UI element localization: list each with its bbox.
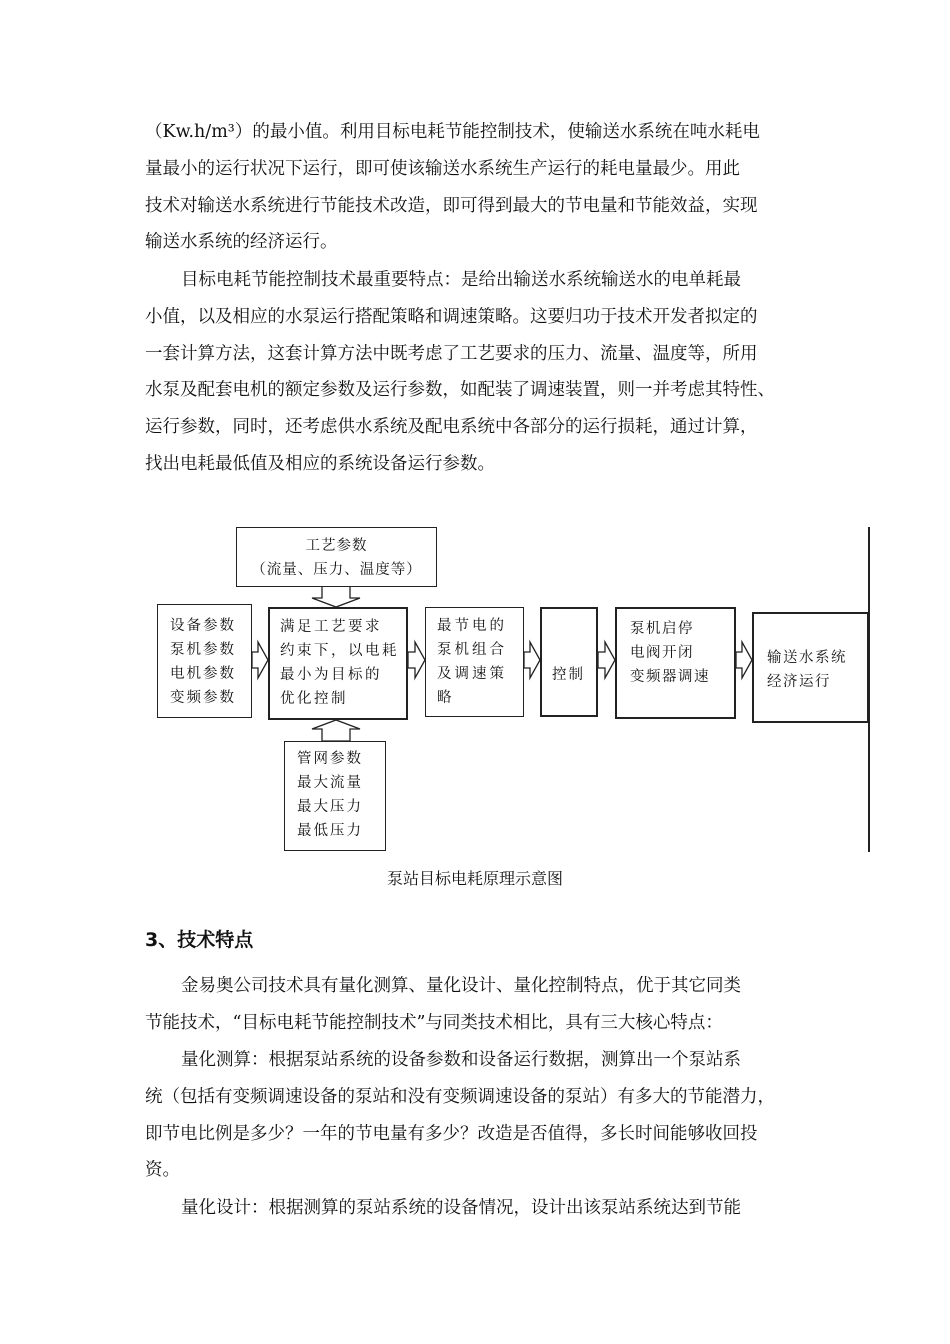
arrow-right-4 <box>598 642 615 678</box>
text-line: 目标电耗节能控制技术最重要特点：是给出输送水系统输送水的电单耗最 <box>181 270 741 290</box>
paragraph-quantified-design <box>145 1190 807 1227</box>
box-line: 输送水系统 <box>767 650 847 666</box>
arrow-right-3 <box>524 642 540 678</box>
box-line: 最大压力 <box>297 799 363 815</box>
text-line: 技术对输送水系统进行节能技术改造，即可得到最大的节电量和节能效益，实现 <box>145 195 758 216</box>
arrow-down-process <box>312 586 360 607</box>
box-line: 控制 <box>552 667 585 683</box>
box-line: （流量、压力、温度等） <box>251 562 422 578</box>
text-line: 即节电比例是多少？一年的节电量有多少？改造是否值得，多长时间能够收回投 <box>145 1123 758 1144</box>
arrow-right-5 <box>736 642 752 678</box>
box-line: 约束下，以电耗 <box>280 643 399 659</box>
paragraph-company-tech <box>145 968 807 1042</box>
network-params-box <box>284 741 386 851</box>
result-box <box>752 612 869 723</box>
actions-box <box>615 607 736 719</box>
text-line: 量最小的运行状况下运行，即可使该输送水系统生产运行的耗电量最少。用此 <box>145 158 740 179</box>
text-line: 量化设计：根据测算的泵站系统的设备情况，设计出该泵站系统达到节能 <box>181 1198 741 1218</box>
box-line: 设备参数 <box>170 618 236 634</box>
box-line: 满足工艺要求 <box>280 619 382 635</box>
box-line: 最大流量 <box>297 775 363 791</box>
arrow-up-network <box>312 720 360 741</box>
arrow-right-2 <box>408 642 425 678</box>
text-line: 输送水系统的经济运行。 <box>145 232 338 253</box>
box-line: 及调速策 <box>437 666 507 682</box>
box-line: 泵机组合 <box>437 642 507 658</box>
section-heading: 3、技术特点 <box>145 929 254 951</box>
diagram-caption: 泵站目标电耗原理示意图 <box>386 869 563 888</box>
box-line: 最小为目标的 <box>280 667 382 683</box>
box-line: 电阀开闭 <box>630 645 694 661</box>
text-line: 小值，以及相应的水泵运行搭配策略和调速策略。这要归功于技术开发者拟定的 <box>145 306 758 327</box>
box-line: 最节电的 <box>437 618 507 634</box>
text-line: （Kw.h/m³）的最小值。利用目标电耗节能控制技术，使输送水系统在吨水耗电 <box>145 122 760 142</box>
strategy-box <box>425 607 524 717</box>
box-line: 管网参数 <box>297 751 363 767</box>
control-box <box>540 607 598 717</box>
box-line: 优化控制 <box>280 691 348 707</box>
text-line: 一套计算方法，这套计算方法中既考虑了工艺要求的压力、流量、温度等，所用 <box>145 343 758 364</box>
box-line: 变频参数 <box>170 690 236 706</box>
box-line: 经济运行 <box>767 674 831 690</box>
box-line: 略 <box>437 690 455 706</box>
process-params-box <box>236 527 437 587</box>
box-line: 泵机启停 <box>630 621 694 637</box>
text-line: 量化测算：根据泵站系统的设备参数和设备运行数据，测算出一个泵站系 <box>181 1050 741 1070</box>
equipment-params-box <box>157 604 252 718</box>
arrow-right-1 <box>252 642 268 678</box>
text-line: 找出电耗最低值及相应的系统设备运行参数。 <box>145 453 495 474</box>
text-line: 统（包括有变频调速设备的泵站和没有变频调速设备的泵站）有多大的节能潜力， <box>145 1086 775 1107</box>
text-line: 金易奥公司技术具有量化测算、量化设计、量化控制特点，优于其它同类 <box>181 976 741 996</box>
text-line: 水泵及配套电机的额定参数及运行参数，如配装了调速装置，则一并考虑其特性、 <box>145 380 775 401</box>
box-line: 电机参数 <box>170 666 236 682</box>
text-line: 运行参数，同时，还考虑供水系统及配电系统中各部分的运行损耗，通过计算， <box>145 417 758 438</box>
text-line: 资。 <box>145 1160 180 1181</box>
optimize-control-box <box>268 607 408 720</box>
box-line: 泵机参数 <box>170 642 236 658</box>
box-line: 最低压力 <box>297 823 363 839</box>
box-line: 变频器调速 <box>630 669 710 685</box>
diagram-border-line <box>868 527 870 852</box>
box-line: 工艺参数 <box>305 538 368 554</box>
paragraph-quantified-measure <box>145 1042 807 1189</box>
text-line: 节能技术，“目标电耗节能控制技术”与同类技术相比，具有三大核心特点： <box>145 1012 723 1033</box>
